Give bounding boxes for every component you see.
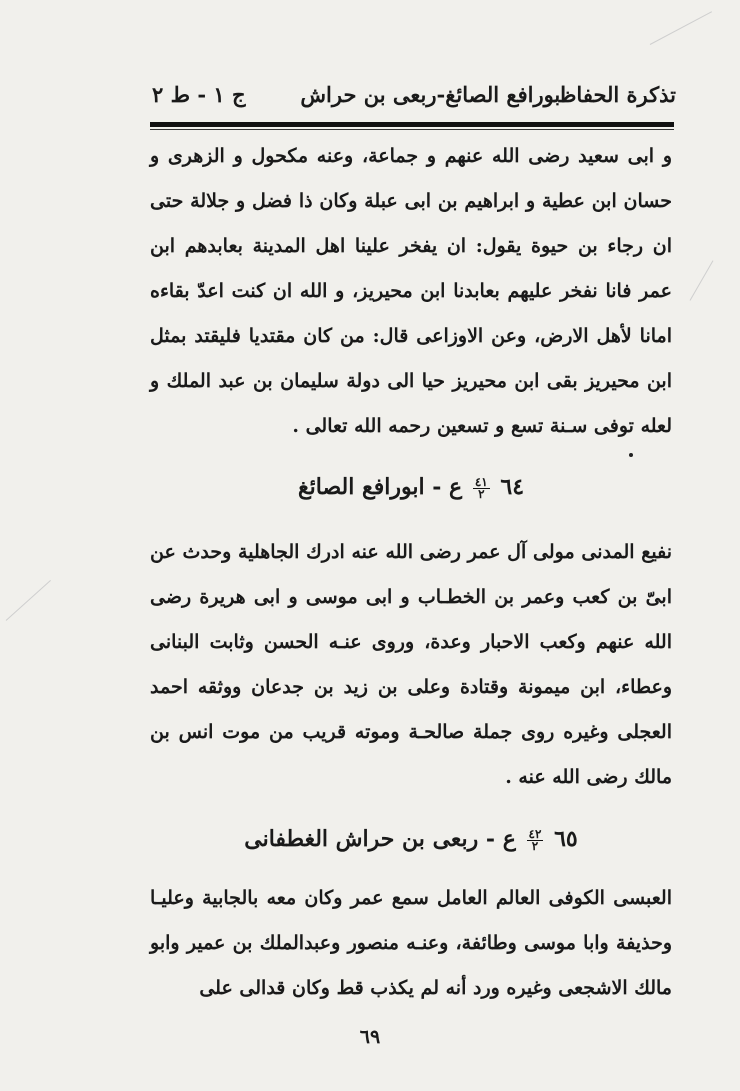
entry-number: ٦٥ (554, 826, 578, 852)
entry-title: ع - ابورافع الصائغ (297, 474, 463, 500)
header-rule-thin (150, 129, 674, 130)
entry-fraction (527, 826, 544, 853)
header-entry-names: ابورافع الصائغ-ربعى بن حراش (300, 82, 567, 107)
page-number: ٦٩ (359, 1026, 381, 1048)
ink-dot (629, 453, 633, 457)
entry-heading-64 (150, 474, 672, 500)
fraction-numerator: ٤١ (474, 474, 488, 489)
paper-scratch (6, 580, 51, 621)
entry-fraction (473, 474, 490, 501)
fraction-denominator: ٢ (531, 838, 539, 853)
header-book-title: تذكرة الحفاظ (557, 82, 676, 107)
entry-heading-65 (150, 826, 672, 852)
running-header (148, 80, 676, 116)
paper-scratch (690, 260, 714, 300)
fraction-numerator: ٤٢ (528, 826, 542, 841)
entry-title: ع - ربعى بن حراش الغطفانى (244, 826, 516, 852)
header-rule-thick (150, 122, 674, 127)
paragraph-entry-64: نفيع المدنى مولى آل عمر رضى الله عنه ادرك الجاهلية وحدث عن ابىّ بن كعب وعمر بن الخطـاب و ابى موسى و ابى هريرة رضى الله عنهم وكعب الاحبار وعدة، وروى عنـه الحسن وثابت البنانى وعطاء، ابن ميمونة وقتادة وعلى بن زيد بن جدعان ووثقه احمد العجلى وغيره روى جملة صالحـة وموته قريب من موت انس بن مالك رضى الله عنه . (150, 541, 672, 788)
header-volume-ref: ج ١ - ط ٢ (152, 82, 246, 107)
paper-scratch (650, 11, 712, 45)
paragraph-entry-65: العبسى الكوفى العالم العامل سمع عمر وكان معه بالجابية وعليـا وحذيفة وابا موسى وطائفة، وعنـه منصور وعبدالملك بن عمير وابو مالك الاشجعى وغيره ورد أنه لم يكذب قط وكان قدالى على (150, 887, 672, 999)
entry-number: ٦٤ (500, 474, 525, 500)
fraction-denominator: ٢ (478, 486, 485, 501)
paragraph-continued-text: و ابى سعيد رضى الله عنهم و جماعة، وعنه مكحول و الزهرى و حسان ابن عطية و ابراهيم بن ابى عبلة وكان ذا فضل و جلالة حتى ان رجاء بن حيوة يقول: ان يفخر علينا اهل المدينة بعابدهم ابن عمر فانا نفخر عليهم بعابدنا ابن محيريز، و الله ان كنت اعدّ بقاءه امانا لأهل الارض، وعن الاوزاعى قال: من كان مقتديا فليقتد بمثل ابن محيريز بقى ابن محيريز حيا الى دولة سليمان بن عبد الملك و لعله توفى سـنة تسع و تسعين رحمه الله تعالى . (150, 145, 672, 437)
